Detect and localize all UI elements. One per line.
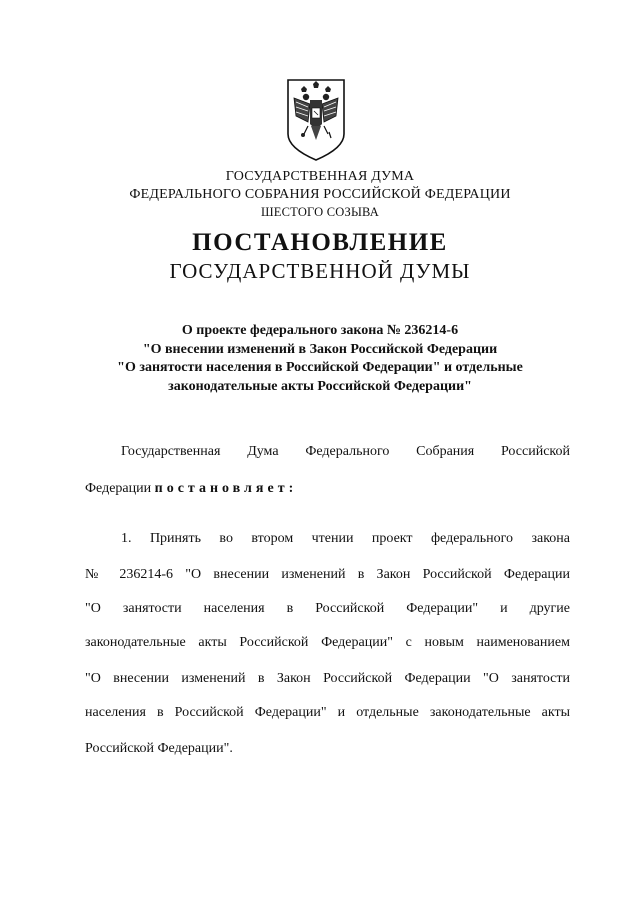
document-issuer-title: ГОСУДАРСТВЕННОЙ ДУМЫ xyxy=(169,259,471,283)
resolves-keyword: постановляет: xyxy=(154,481,298,496)
header-line-2: ФЕДЕРАЛЬНОГО СОБРАНИЯ РОССИЙСКОЙ ФЕДЕРАЦИИ xyxy=(129,187,511,202)
header-line-3: ШЕСТОГО СОЗЫВА xyxy=(260,205,380,219)
item1-line-7: Российской Федерации". xyxy=(85,741,233,756)
preamble-line-1: Государственная Дума Федерального Собрания Российской xyxy=(121,444,570,459)
subject-line-2: "О внесении изменений в Закон Российской Федерации xyxy=(142,341,498,357)
subject-line-3: "О занятости населения в Российской Федерации" и отдельные xyxy=(117,360,523,375)
item1-line-3: "О занятости населения в Российской Федерации" и другие xyxy=(85,601,570,616)
header-line-1: ГОСУДАРСТВЕННАЯ ДУМА xyxy=(225,169,415,184)
issuing-body-header xyxy=(0,168,640,221)
item1-line-4: законодательные акты Российской Федерации" с новым наименованием xyxy=(85,635,570,650)
subject-line-4: законодательные акты Российской Федерации" xyxy=(168,378,472,394)
russian-coat-of-arms-icon xyxy=(284,76,348,162)
item1-line-1: 1. Принять во втором чтении проект федерального закона xyxy=(121,531,570,546)
item1-line-5: "О внесении изменений в Закон Российской Федерации "О занятости xyxy=(85,671,570,686)
preamble-text: Федерации xyxy=(85,481,155,496)
document-subject xyxy=(60,322,580,396)
document-type-title: ПОСТАНОВЛЕНИЕ xyxy=(192,229,448,256)
item1-line-2: № 236214-6 "О внесении изменений в Закон Российской Федерации xyxy=(85,567,570,582)
item1-line-6: населения в Российской Федерации" и отдельные законодательные акты xyxy=(85,705,570,720)
subject-line-1: О проекте федерального закона № 236214-6 xyxy=(181,323,459,338)
preamble-line-2 xyxy=(85,480,570,498)
